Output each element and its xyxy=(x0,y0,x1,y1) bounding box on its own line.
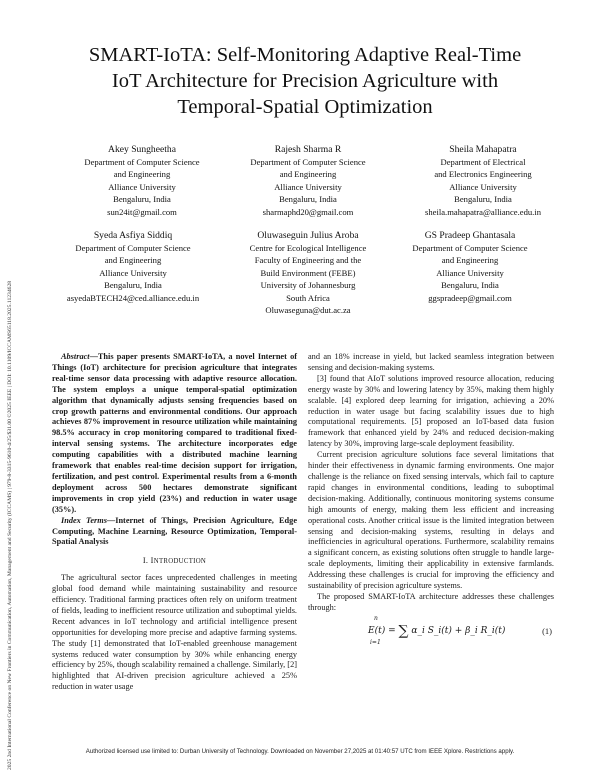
author-name: Akey Sungheetha xyxy=(108,144,176,155)
author-affiliation: University of Johannesburg xyxy=(260,280,356,291)
author-name: Oluwaseguin Julius Aroba xyxy=(257,230,359,241)
equation-rhs: α_i S_i(t) + β_i R_i(t) xyxy=(411,625,506,636)
author-block xyxy=(52,143,232,218)
body-paragraph: The proposed SMART-IoTA architecture addresses these challenges through: xyxy=(308,591,554,612)
equation-number: (1) xyxy=(542,625,552,636)
author-affiliation: Faculty of Engineering and the xyxy=(254,255,362,266)
author-email: sharmaphd20@gmail.com xyxy=(262,206,354,217)
author-affiliation: Bengaluru, India xyxy=(441,280,499,291)
author-affiliation: Department of Computer Science xyxy=(250,157,366,167)
author-block xyxy=(396,143,570,218)
equation-lhs: E(t) = xyxy=(368,625,396,636)
author-name: Rajesh Sharma R xyxy=(274,144,342,155)
author-name: Sheila Mahapatra xyxy=(449,144,517,155)
right-column xyxy=(308,352,554,646)
left-column xyxy=(52,352,297,693)
author-block xyxy=(384,229,556,304)
author-email: Oluwaseguna@dut.ac.za xyxy=(265,305,351,316)
author-name: GS Pradeep Ghantasala xyxy=(424,230,516,241)
author-affiliation: Department of Computer Science xyxy=(84,157,200,167)
author-affiliation: and Engineering xyxy=(104,255,162,266)
section-numeral: I. xyxy=(142,556,149,566)
author-affiliation: Bengaluru, India xyxy=(454,194,512,205)
footer-license: Authorized licensed use limited to: Durban University of Technology. Downloaded on November 27,2025 at 01:40:57 UTC from IEEE Xplore. Restrictions apply. xyxy=(85,748,515,755)
author-email: sheila.mahapatra@alliance.edu.in xyxy=(425,206,541,217)
paper-title xyxy=(40,42,570,120)
author-email: asyedaBTECH24@ced.alliance.edu.in xyxy=(66,292,200,303)
index-terms-body: —Internet of Things, Precision Agriculture, Edge Computing, Machine Learning, Resource Optimization, Temporal-Spatial Analysis xyxy=(52,515,297,547)
author-affiliation: Bengaluru, India xyxy=(113,194,171,205)
author-email: ggspradeep@gmail.com xyxy=(428,292,512,303)
abstract xyxy=(52,352,297,516)
author-email: sun24it@gmail.com xyxy=(107,206,177,217)
author-affiliation: Bengaluru, India xyxy=(104,280,162,291)
index-terms-lead: Index Terms xyxy=(61,515,107,525)
author-block xyxy=(222,143,394,218)
section-title-rest: NTRODUCTION xyxy=(153,558,207,566)
abstract-body: —This paper presents SMART-IoTA, a novel Internet of Things (IoT) architecture for precision agriculture that integrates real-time sensor data processing with adaptive resource allocation. The system employs a unique temporal-spatial optimization algorithm that dynamically adjusts sensing frequencies based on crop growth patterns and environmental conditions. Our approach achieves 87% improvement in resource utilization while maintaining 98.5% accuracy in crop monitoring compared to traditional fixed-interval sensing systems. The architecture incorporates edge computing capabilities with a distributed machine learning framework that enables real-time decision support for irrigation, fertilization, and pest control. Experimental results from a 6-month deployment across 500 hectares demonstrate significant improvements in crop yield (23%) and reduction in water usage (35%). xyxy=(52,352,297,514)
author-affiliation: Alliance University xyxy=(436,267,504,278)
author-affiliation: Alliance University xyxy=(108,181,176,192)
body-paragraph: Current precision agriculture solutions face several limitations that hinder their effectiveness in dynamic farming environments. One major challenge is the reliance on fixed sensing intervals, which fail to capture rapid changes in environmental conditions, leading to suboptimal decision-making. Additionally, continuous monitoring systems consume high amounts of energy, making them less efficient and increasing operational costs. Another critical issue is the limited integration between sensing and decision-making systems, resulting in delays and inefficiencies in agricultural operations. Furthermore, scalability remains a significant concern, as existing solutions often struggle to handle large-scale deployments, limiting their applicability in extensive farmlands. Addressing these challenges is crucial for improving the efficiency and sustainability of precision agriculture systems. xyxy=(308,450,554,591)
title-line: IoT Architecture for Precision Agriculture with xyxy=(111,70,499,92)
author-block xyxy=(222,229,394,316)
author-affiliation: Department of Electrical xyxy=(440,157,526,167)
author-affiliation: Alliance University xyxy=(99,267,167,278)
author-affiliation: Department of Computer Science xyxy=(75,243,191,253)
sum-upper-limit: n xyxy=(374,614,378,622)
equation-1 xyxy=(308,614,554,646)
equation-body xyxy=(368,624,505,637)
sum-lower-limit: i=1 xyxy=(370,638,381,646)
body-paragraph: [3] found that AIoT solutions improved resource allocation, reducing energy waste by 30% and lowering latency by 35%, making them highly scalable. [4] explored deep learning for irrigation, achieving a 20% reduction in water usage but facing scalability issues due to high computational requirements. [5] proposed an IoT-based data fusion framework that enhanced yield by 24% and reduced decision-making latency by 30%, improving large-scale deployment feasibility. xyxy=(308,373,554,449)
summation-icon: ∑ xyxy=(398,622,409,639)
author-affiliation: Alliance University xyxy=(274,181,342,192)
author-block xyxy=(50,229,216,304)
section-title-first: I xyxy=(150,556,154,566)
intro-paragraph: The agricultural sector faces unprecedented challenges in meeting global food demand while maintaining sustainability and resource efficiency. Traditional farming practices often rely on uniform treatment of fields, leading to inefficient resource utilization and suboptimal yields. Recent advances in IoT technology and artificial intelligence present opportunities for developing more precise and adaptive farming systems. The study [1] demonstrated that IoT-enabled greenhouse management systems reduced water consumption by 30% while enhancing energy efficiency by 25%, though scalability remained a challenge. Similarly, [2] highlighted that AI-driven precision agriculture achieved a 25% reduction in water usage xyxy=(52,573,297,692)
section-heading xyxy=(52,556,297,568)
author-affiliation: Department of Computer Science xyxy=(412,243,528,253)
author-affiliation: and Engineering xyxy=(441,255,499,266)
author-name: Syeda Asfiya Siddiq xyxy=(93,230,173,241)
author-affiliation: and Engineering xyxy=(279,169,337,180)
author-affiliation: Alliance University xyxy=(449,181,517,192)
author-affiliation: Centre for Ecological Intelligence xyxy=(249,243,367,253)
author-affiliation: Bengaluru, India xyxy=(279,194,337,205)
author-affiliation: Build Environment (FEBE) xyxy=(260,267,356,278)
abstract-lead: Abstract xyxy=(61,352,90,361)
author-affiliation: and Engineering xyxy=(113,169,171,180)
body-paragraph: and an 18% increase in yield, but lacked seamless integration between sensing and decision-making systems. xyxy=(308,352,554,372)
side-citation: 2025 2nd International Conference on New Frontiers in Communication, Automation, Management and Security (ICCAMS) | 979-8-3315-9610-4/25/$31.00 ©2025 IEEE | DOI: 10.1109/ICCAMS65118.2025.11234628 xyxy=(7,280,13,770)
title-line: Temporal-Spatial Optimization xyxy=(177,96,433,118)
index-terms xyxy=(52,516,297,549)
author-affiliation: South Africa xyxy=(286,292,330,303)
author-affiliation: and Electronics Engineering xyxy=(434,169,532,180)
title-line: SMART-IoTA: Self-Monitoring Adaptive Real-Time xyxy=(88,44,522,66)
